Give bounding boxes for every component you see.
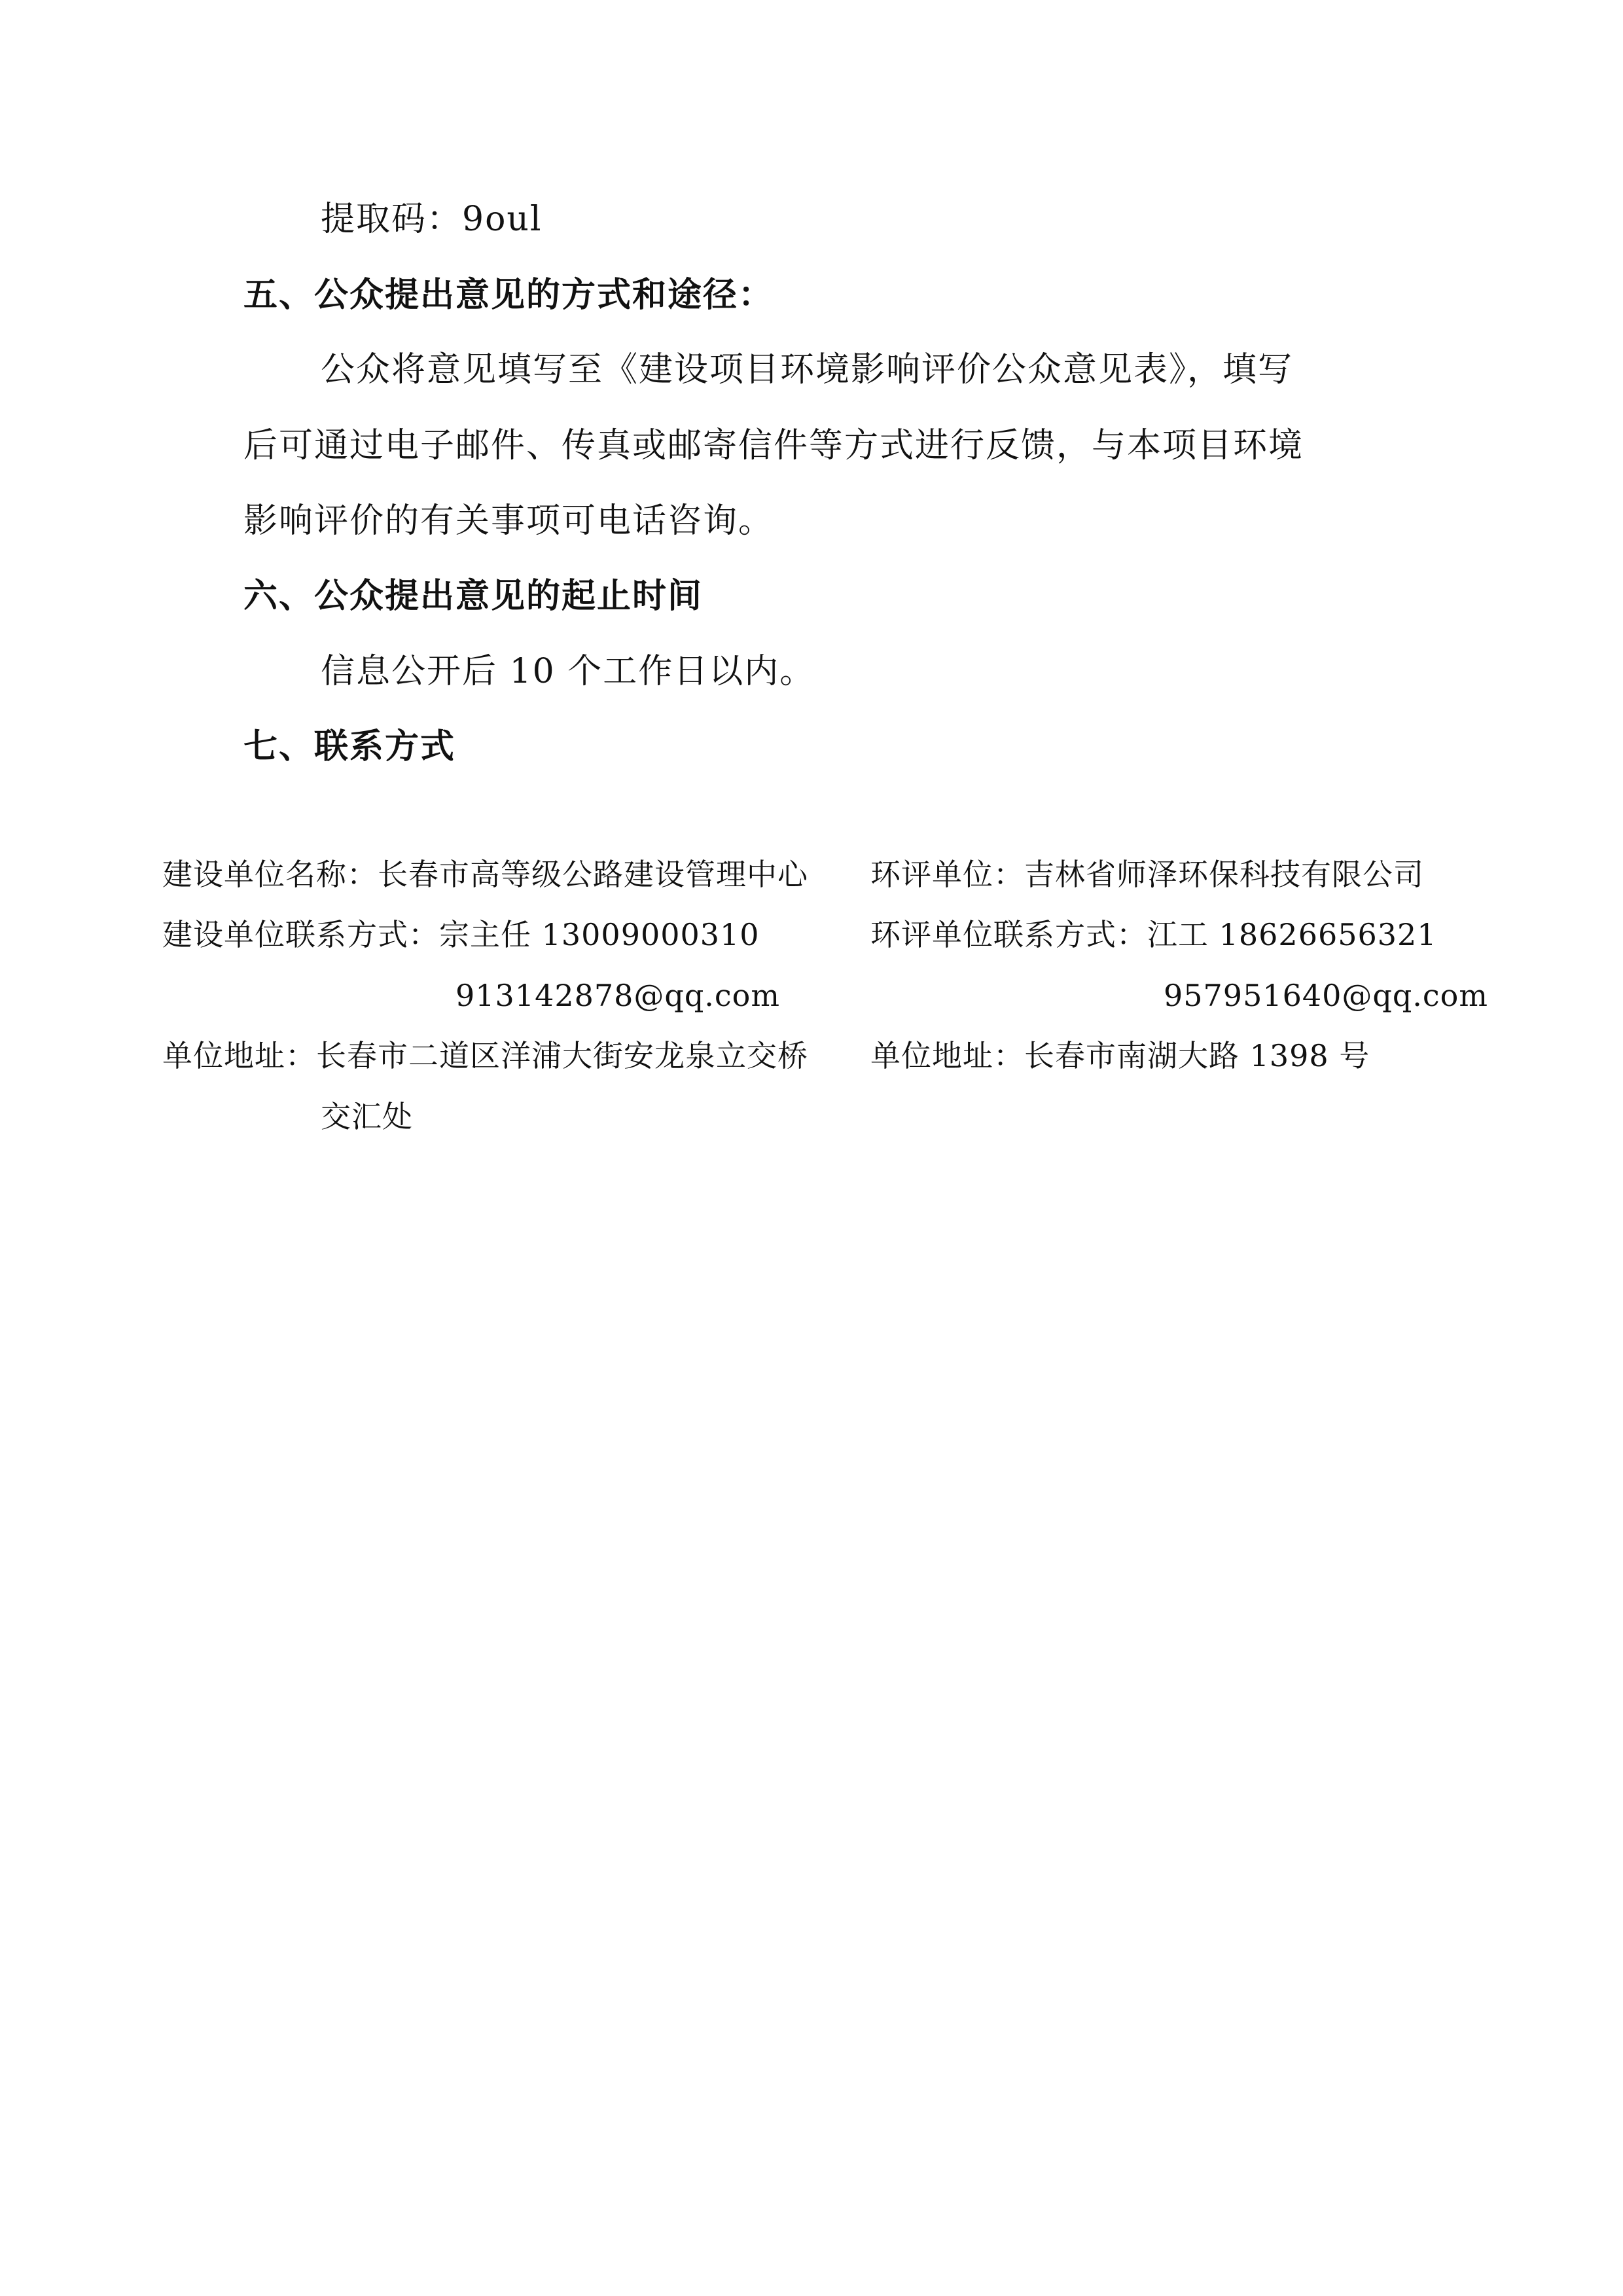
section5-heading: 五、公众提出意见的方式和途径： (243, 275, 774, 315)
eia-contact: 环评单位联系方式：江工 18626656321 (870, 917, 1437, 952)
builder-email: 913142878@qq.com (455, 978, 780, 1013)
builder-contact: 建设单位联系方式：宗主任 13009000310 (162, 917, 760, 952)
builder-address: 单位地址：长春市二道区洋浦大街安龙泉立交桥 (162, 1038, 808, 1073)
section5-line: 后可通过电子邮件、传真或邮寄信件等方式进行反馈，与本项目环境 (243, 426, 1304, 465)
eia-address: 单位地址：长春市南湖大路 1398 号 (870, 1038, 1370, 1073)
section7-heading: 七、联系方式 (243, 726, 456, 766)
builder-name: 建设单位名称：长春市高等级公路建设管理中心 (162, 857, 808, 892)
section5-line: 公众将意见填写至《建设项目环境影响评价公众意见表》，填写 (321, 350, 1294, 389)
section6-heading: 六、公众提出意见的起止时间 (243, 576, 704, 616)
eia-email: 957951640@qq.com (1164, 978, 1488, 1013)
extraction-code: 提取码：9oul (321, 200, 543, 239)
section5-line: 影响评价的有关事项可电话咨询。 (243, 501, 774, 541)
section6-text: 信息公开后 10 个工作日以内。 (321, 652, 815, 691)
eia-name: 环评单位：吉林省师泽环保科技有限公司 (870, 857, 1424, 892)
builder-address-cont: 交汇处 (321, 1099, 413, 1134)
